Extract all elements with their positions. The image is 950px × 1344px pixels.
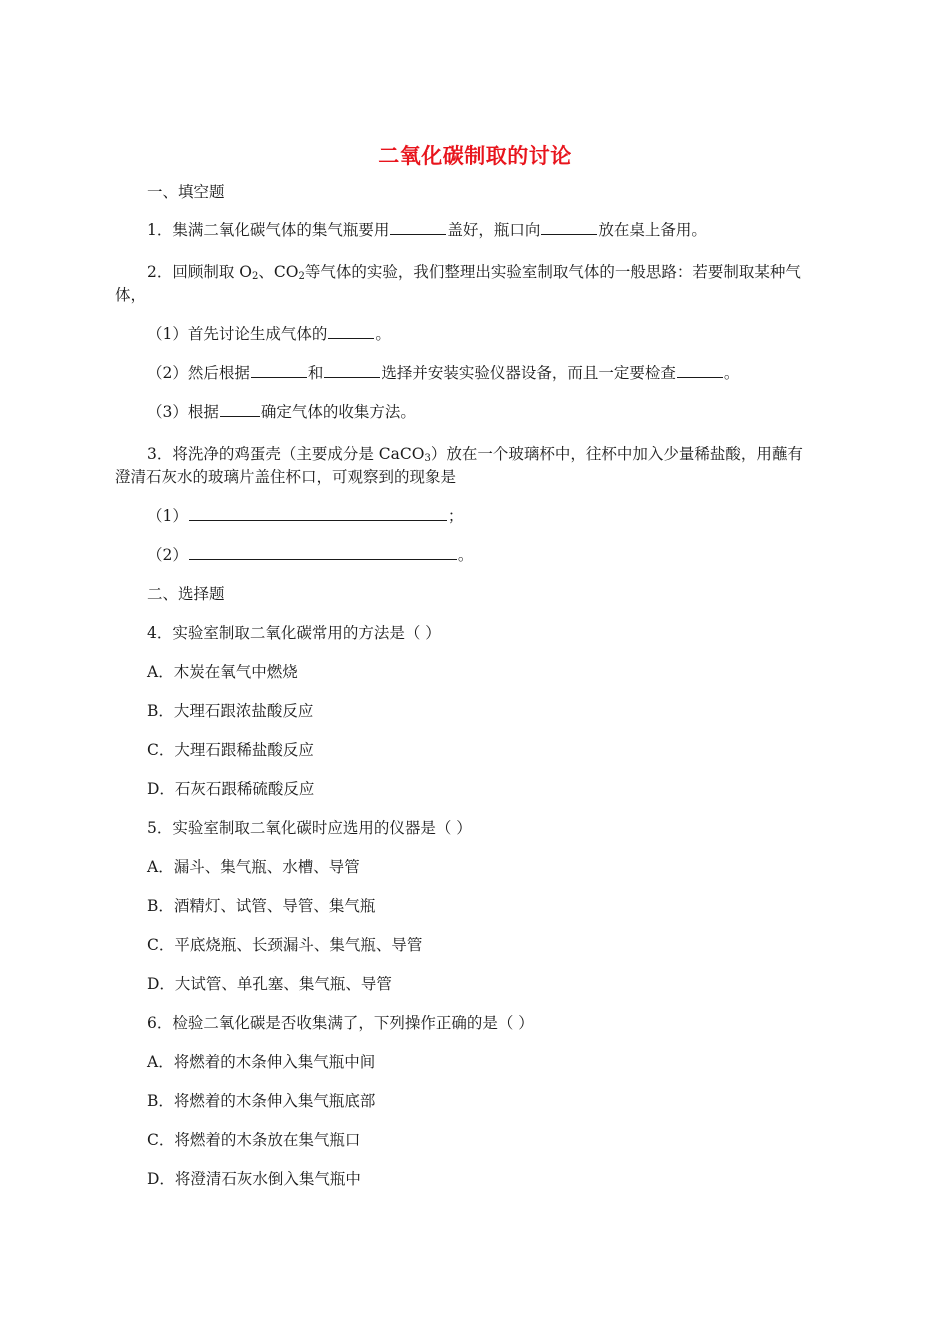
question-4-stem: 4．实验室制取二氧化碳常用的方法是（ ） — [147, 624, 441, 642]
document-title: 二氧化碳制取的讨论 — [378, 144, 572, 168]
question-6-option-a: A．将燃着的木条伸入集气瓶中间 — [147, 1053, 376, 1071]
section-heading-fill-blank: 一、填空题 — [147, 183, 225, 201]
question-2-intro: 2．回顾制取 $O_2$、$CO_2$等气体的实验，我们整理出实验室制取气体的一般思路：若要制取某种气 — [147, 263, 801, 282]
answer-blank — [189, 506, 447, 521]
question-5-option-a: A．漏斗、集气瓶、水槽、导管 — [147, 858, 360, 876]
answer-blank — [390, 220, 446, 235]
question-3-stem: 3．将洗净的鸡蛋壳（主要成分是 CaCO$_3$）放在一个玻璃杯中，往杯中加入少量稀盐酸，用蘸有 — [147, 445, 803, 464]
question-2-intro-cont: 体， — [115, 286, 147, 304]
question-5-option-c: C．平底烧瓶、长颈漏斗、集气瓶、导管 — [147, 936, 423, 954]
question-2-part-1: （1）首先讨论生成气体的 。 — [147, 325, 391, 343]
question-1: 1．集满二氧化碳气体的集气瓶要用 盖好，瓶口向 放在桌上备用。 — [147, 221, 707, 239]
answer-blank — [324, 363, 380, 378]
question-4-option-c: C．大理石跟稀盐酸反应 — [147, 741, 314, 759]
question-3-stem-cont: 澄清石灰水的玻璃片盖住杯口，可观察到的现象是 — [115, 468, 457, 486]
section-heading-multiple-choice: 二、选择题 — [147, 585, 225, 603]
answer-blank — [328, 324, 374, 339]
question-6-option-d: D．将澄清石灰水倒入集气瓶中 — [147, 1170, 361, 1188]
question-5-option-b: B．酒精灯、试管、导管、集气瓶 — [147, 897, 376, 915]
answer-blank — [220, 402, 260, 417]
answer-blank — [251, 363, 307, 378]
question-2-part-3: （3）根据 确定气体的收集方法。 — [147, 403, 416, 421]
question-6-option-c: C．将燃着的木条放在集气瓶口 — [147, 1131, 361, 1149]
question-4-option-b: B．大理石跟浓盐酸反应 — [147, 702, 314, 720]
question-2-part-2: （2）然后根据 和 选择并安装实验仪器设备，而且一定要检查 。 — [147, 364, 740, 382]
question-5-stem: 5．实验室制取二氧化碳时应选用的仪器是（ ） — [147, 819, 472, 837]
answer-blank — [541, 220, 597, 235]
question-3-part-2: （2） 。 — [147, 546, 474, 564]
question-3-part-1: （1） ； — [147, 507, 464, 525]
question-4-option-d: D．石灰石跟稀硫酸反应 — [147, 780, 315, 798]
question-5-option-d: D．大试管、单孔塞、集气瓶、导管 — [147, 975, 392, 993]
answer-blank — [189, 545, 457, 560]
answer-blank — [677, 363, 723, 378]
question-4-option-a: A．木炭在氧气中燃烧 — [147, 663, 298, 681]
question-6-stem: 6．检验二氧化碳是否收集满了，下列操作正确的是（ ） — [147, 1014, 534, 1032]
question-6-option-b: B．将燃着的木条伸入集气瓶底部 — [147, 1092, 376, 1110]
